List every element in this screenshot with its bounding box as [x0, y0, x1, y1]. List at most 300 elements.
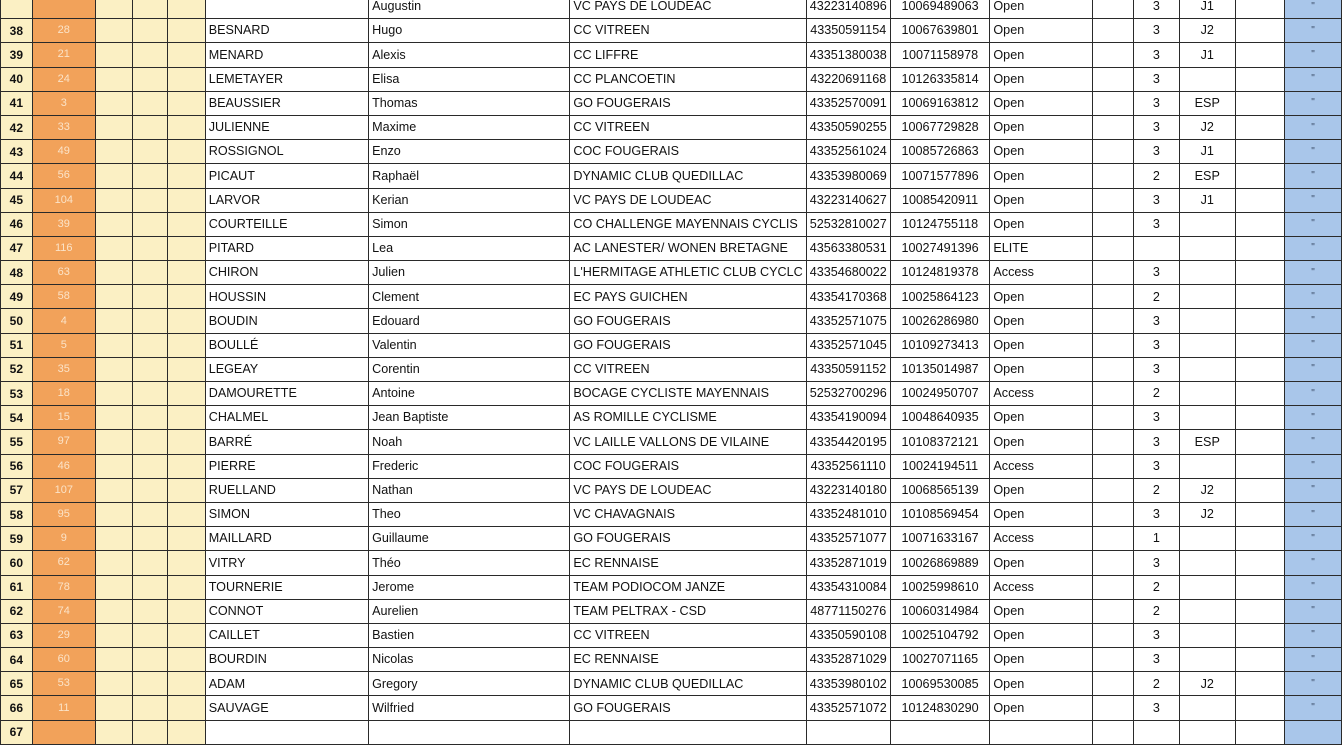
- empty-cell: [168, 67, 205, 91]
- first-name: Maxime: [369, 115, 570, 139]
- club-name: CC VITREEN: [570, 357, 806, 381]
- license-number: 43350590255: [806, 115, 890, 139]
- club-name: CO CHALLENGE MAYENNAIS CYCLIS: [570, 212, 806, 236]
- uci-id: 10069489063: [890, 0, 990, 19]
- empty-cell: [95, 454, 132, 478]
- empty-cell: [133, 0, 168, 19]
- category: Open: [990, 43, 1093, 67]
- row-number: 45: [1, 188, 33, 212]
- empty-cell: [1235, 623, 1284, 647]
- club-name: VC PAYS DE LOUDEAC: [570, 188, 806, 212]
- age-category: [1179, 599, 1235, 623]
- last-name: COURTEILLE: [205, 212, 368, 236]
- last-name: HOUSSIN: [205, 285, 368, 309]
- club-name: GO FOUGERAIS: [570, 91, 806, 115]
- row-number: 49: [1, 285, 33, 309]
- uci-id: 10027491396: [890, 236, 990, 260]
- empty-cell: [1093, 261, 1134, 285]
- first-name: Theo: [369, 502, 570, 526]
- table-row: [1, 43, 1342, 67]
- empty-cell: [1235, 115, 1284, 139]
- empty-cell: [95, 91, 132, 115]
- first-name: Corentin: [369, 357, 570, 381]
- last-name: PICAUT: [205, 164, 368, 188]
- table-row: [1, 648, 1342, 672]
- status-mark: ": [1284, 236, 1341, 260]
- empty-cell: [1235, 236, 1284, 260]
- status-mark: ": [1284, 43, 1341, 67]
- level: 3: [1134, 188, 1179, 212]
- last-name: LEMETAYER: [205, 67, 368, 91]
- license-number: [806, 720, 890, 744]
- row-number: 59: [1, 527, 33, 551]
- empty-cell: [133, 623, 168, 647]
- status-mark: ": [1284, 188, 1341, 212]
- bib-number: 18: [32, 382, 95, 406]
- empty-cell: [95, 0, 132, 19]
- status-mark: ": [1284, 502, 1341, 526]
- empty-cell: [95, 188, 132, 212]
- empty-cell: [1093, 236, 1134, 260]
- row-number: 40: [1, 67, 33, 91]
- age-category: [1179, 236, 1235, 260]
- empty-cell: [1093, 140, 1134, 164]
- uci-id: 10071633167: [890, 527, 990, 551]
- level: 2: [1134, 285, 1179, 309]
- empty-cell: [1235, 212, 1284, 236]
- row-number: 48: [1, 261, 33, 285]
- age-category: [1179, 67, 1235, 91]
- club-name: CC PLANCOETIN: [570, 67, 806, 91]
- first-name: Nathan: [369, 478, 570, 502]
- table-row: [1, 357, 1342, 381]
- row-number: [1, 0, 33, 19]
- empty-cell: [95, 648, 132, 672]
- empty-cell: [133, 648, 168, 672]
- status-mark: ": [1284, 599, 1341, 623]
- empty-cell: [95, 212, 132, 236]
- empty-cell: [133, 551, 168, 575]
- empty-cell: [168, 43, 205, 67]
- uci-id: 10124830290: [890, 696, 990, 720]
- uci-id: 10067639801: [890, 19, 990, 43]
- uci-id: 10025864123: [890, 285, 990, 309]
- uci-id: 10060314984: [890, 599, 990, 623]
- club-name: DYNAMIC CLUB QUEDILLAC: [570, 672, 806, 696]
- table-row: [1, 720, 1342, 744]
- uci-id: 10085726863: [890, 140, 990, 164]
- empty-cell: [133, 599, 168, 623]
- last-name: CHIRON: [205, 261, 368, 285]
- age-category: [1179, 575, 1235, 599]
- status-mark: ": [1284, 164, 1341, 188]
- uci-id: 10025998610: [890, 575, 990, 599]
- age-category: J2: [1179, 19, 1235, 43]
- row-number: 62: [1, 599, 33, 623]
- empty-cell: [95, 551, 132, 575]
- bib-number: 56: [32, 164, 95, 188]
- license-number: 43352570091: [806, 91, 890, 115]
- status-mark: ": [1284, 261, 1341, 285]
- empty-cell: [1093, 115, 1134, 139]
- bib-number: [32, 0, 95, 19]
- age-category: J1: [1179, 0, 1235, 19]
- empty-cell: [133, 357, 168, 381]
- level: 2: [1134, 164, 1179, 188]
- category: [990, 720, 1093, 744]
- empty-cell: [133, 67, 168, 91]
- category: Open: [990, 430, 1093, 454]
- age-category: [1179, 623, 1235, 647]
- level: 3: [1134, 212, 1179, 236]
- first-name: Jean Baptiste: [369, 406, 570, 430]
- last-name: VITRY: [205, 551, 368, 575]
- bib-number: 78: [32, 575, 95, 599]
- status-mark: ": [1284, 309, 1341, 333]
- last-name: BESNARD: [205, 19, 368, 43]
- empty-cell: [1093, 527, 1134, 551]
- club-name: CC VITREEN: [570, 115, 806, 139]
- category: Open: [990, 91, 1093, 115]
- level: 3: [1134, 406, 1179, 430]
- last-name: BOURDIN: [205, 648, 368, 672]
- bib-number: 116: [32, 236, 95, 260]
- level: 3: [1134, 309, 1179, 333]
- category: Open: [990, 164, 1093, 188]
- empty-cell: [95, 357, 132, 381]
- club-name: AC LANESTER/ WONEN BRETAGNE: [570, 236, 806, 260]
- empty-cell: [95, 430, 132, 454]
- age-category: ESP: [1179, 430, 1235, 454]
- empty-cell: [1235, 672, 1284, 696]
- last-name: PIERRE: [205, 454, 368, 478]
- club-name: GO FOUGERAIS: [570, 333, 806, 357]
- club-name: EC RENNAISE: [570, 648, 806, 672]
- age-category: [1179, 285, 1235, 309]
- first-name: Alexis: [369, 43, 570, 67]
- empty-cell: [1093, 19, 1134, 43]
- empty-cell: [168, 575, 205, 599]
- table-row: [1, 454, 1342, 478]
- uci-id: 10085420911: [890, 188, 990, 212]
- bib-number: 5: [32, 333, 95, 357]
- age-category: J1: [1179, 43, 1235, 67]
- first-name: Enzo: [369, 140, 570, 164]
- first-name: Jerome: [369, 575, 570, 599]
- empty-cell: [168, 188, 205, 212]
- club-name: DYNAMIC CLUB QUEDILLAC: [570, 164, 806, 188]
- status-mark: ": [1284, 115, 1341, 139]
- club-name: COC FOUGERAIS: [570, 140, 806, 164]
- club-name: EC RENNAISE: [570, 551, 806, 575]
- level: 3: [1134, 0, 1179, 19]
- bib-number: [32, 720, 95, 744]
- age-category: [1179, 212, 1235, 236]
- age-category: [1179, 261, 1235, 285]
- table-row: [1, 0, 1342, 19]
- empty-cell: [95, 236, 132, 260]
- level: 3: [1134, 502, 1179, 526]
- level: 2: [1134, 599, 1179, 623]
- empty-cell: [1235, 696, 1284, 720]
- license-number: 43350591152: [806, 357, 890, 381]
- table-row: [1, 599, 1342, 623]
- last-name: TOURNERIE: [205, 575, 368, 599]
- empty-cell: [168, 0, 205, 19]
- license-number: 43352571072: [806, 696, 890, 720]
- age-category: [1179, 648, 1235, 672]
- row-number: 60: [1, 551, 33, 575]
- empty-cell: [1093, 382, 1134, 406]
- table-row: [1, 19, 1342, 43]
- license-number: 43223140896: [806, 0, 890, 19]
- first-name: Noah: [369, 430, 570, 454]
- category: Open: [990, 672, 1093, 696]
- age-category: [1179, 454, 1235, 478]
- license-number: 43352481010: [806, 502, 890, 526]
- first-name: Hugo: [369, 19, 570, 43]
- uci-id: 10067729828: [890, 115, 990, 139]
- category: Open: [990, 115, 1093, 139]
- bib-number: 60: [32, 648, 95, 672]
- empty-cell: [1235, 454, 1284, 478]
- bib-number: 95: [32, 502, 95, 526]
- status-mark: ": [1284, 67, 1341, 91]
- empty-cell: [1235, 188, 1284, 212]
- empty-cell: [168, 430, 205, 454]
- level: 3: [1134, 551, 1179, 575]
- status-mark: ": [1284, 672, 1341, 696]
- empty-cell: [1235, 502, 1284, 526]
- level: 3: [1134, 140, 1179, 164]
- empty-cell: [1235, 357, 1284, 381]
- club-name: VC CHAVAGNAIS: [570, 502, 806, 526]
- first-name: Kerian: [369, 188, 570, 212]
- empty-cell: [168, 261, 205, 285]
- empty-cell: [1093, 599, 1134, 623]
- empty-cell: [1235, 91, 1284, 115]
- empty-cell: [133, 720, 168, 744]
- last-name: CHALMEL: [205, 406, 368, 430]
- first-name: Wilfried: [369, 696, 570, 720]
- empty-cell: [1235, 382, 1284, 406]
- empty-cell: [168, 236, 205, 260]
- table-row: [1, 91, 1342, 115]
- last-name: CAILLET: [205, 623, 368, 647]
- bib-number: 28: [32, 19, 95, 43]
- last-name: ROSSIGNOL: [205, 140, 368, 164]
- empty-cell: [168, 599, 205, 623]
- age-category: [1179, 720, 1235, 744]
- empty-cell: [1235, 309, 1284, 333]
- empty-cell: [133, 382, 168, 406]
- empty-cell: [95, 575, 132, 599]
- bib-number: 39: [32, 212, 95, 236]
- table-row: [1, 527, 1342, 551]
- license-number: 43220691168: [806, 67, 890, 91]
- empty-cell: [1093, 91, 1134, 115]
- row-number: 46: [1, 212, 33, 236]
- bib-number: 33: [32, 115, 95, 139]
- category: Open: [990, 696, 1093, 720]
- row-number: 63: [1, 623, 33, 647]
- uci-id: 10135014987: [890, 357, 990, 381]
- empty-cell: [168, 115, 205, 139]
- last-name: MAILLARD: [205, 527, 368, 551]
- empty-cell: [95, 599, 132, 623]
- bib-number: 21: [32, 43, 95, 67]
- last-name: CONNOT: [205, 599, 368, 623]
- last-name: MENARD: [205, 43, 368, 67]
- status-mark: ": [1284, 430, 1341, 454]
- license-number: 43563380531: [806, 236, 890, 260]
- table-row: [1, 115, 1342, 139]
- status-mark: ": [1284, 623, 1341, 647]
- license-number: 43352571075: [806, 309, 890, 333]
- uci-id: 10024950707: [890, 382, 990, 406]
- empty-cell: [1235, 0, 1284, 19]
- level: 2: [1134, 478, 1179, 502]
- empty-cell: [1093, 430, 1134, 454]
- uci-id: 10027071165: [890, 648, 990, 672]
- category: Access: [990, 527, 1093, 551]
- empty-cell: [1235, 720, 1284, 744]
- bib-number: 29: [32, 623, 95, 647]
- first-name: Théo: [369, 551, 570, 575]
- license-number: 43352871019: [806, 551, 890, 575]
- first-name: Elisa: [369, 67, 570, 91]
- empty-cell: [1093, 333, 1134, 357]
- bib-number: 58: [32, 285, 95, 309]
- license-number: 43351380038: [806, 43, 890, 67]
- license-number: 43354420195: [806, 430, 890, 454]
- status-mark: ": [1284, 527, 1341, 551]
- first-name: Gregory: [369, 672, 570, 696]
- empty-cell: [95, 478, 132, 502]
- empty-cell: [1093, 696, 1134, 720]
- empty-cell: [1093, 478, 1134, 502]
- status-mark: ": [1284, 696, 1341, 720]
- license-number: 43354310084: [806, 575, 890, 599]
- empty-cell: [95, 285, 132, 309]
- empty-cell: [1093, 285, 1134, 309]
- last-name: SIMON: [205, 502, 368, 526]
- category: Open: [990, 478, 1093, 502]
- empty-cell: [133, 285, 168, 309]
- club-name: BOCAGE CYCLISTE MAYENNAIS: [570, 382, 806, 406]
- club-name: GO FOUGERAIS: [570, 309, 806, 333]
- category: Open: [990, 67, 1093, 91]
- empty-cell: [1093, 454, 1134, 478]
- category: Open: [990, 599, 1093, 623]
- level: 3: [1134, 454, 1179, 478]
- age-category: J2: [1179, 672, 1235, 696]
- empty-cell: [1235, 67, 1284, 91]
- empty-cell: [1235, 43, 1284, 67]
- empty-cell: [168, 672, 205, 696]
- level: 3: [1134, 648, 1179, 672]
- last-name: JULIENNE: [205, 115, 368, 139]
- empty-cell: [168, 478, 205, 502]
- empty-cell: [168, 648, 205, 672]
- empty-cell: [168, 212, 205, 236]
- empty-cell: [133, 333, 168, 357]
- empty-cell: [1235, 551, 1284, 575]
- first-name: Valentin: [369, 333, 570, 357]
- license-number: 43352571077: [806, 527, 890, 551]
- age-category: [1179, 382, 1235, 406]
- empty-cell: [1093, 309, 1134, 333]
- bib-number: 11: [32, 696, 95, 720]
- uci-id: 10048640935: [890, 406, 990, 430]
- first-name: Augustin: [369, 0, 570, 19]
- club-name: CC LIFFRE: [570, 43, 806, 67]
- first-name: Antoine: [369, 382, 570, 406]
- level: 3: [1134, 357, 1179, 381]
- license-number: 43350590108: [806, 623, 890, 647]
- empty-cell: [168, 382, 205, 406]
- category: Open: [990, 309, 1093, 333]
- category: Open: [990, 19, 1093, 43]
- empty-cell: [133, 236, 168, 260]
- license-number: 43354170368: [806, 285, 890, 309]
- empty-cell: [168, 696, 205, 720]
- empty-cell: [1093, 575, 1134, 599]
- category: Access: [990, 575, 1093, 599]
- bib-number: 46: [32, 454, 95, 478]
- empty-cell: [168, 140, 205, 164]
- age-category: [1179, 309, 1235, 333]
- empty-cell: [168, 406, 205, 430]
- empty-cell: [1093, 43, 1134, 67]
- age-category: ESP: [1179, 164, 1235, 188]
- table-row: [1, 672, 1342, 696]
- empty-cell: [168, 333, 205, 357]
- uci-id: 10126335814: [890, 67, 990, 91]
- bib-number: 15: [32, 406, 95, 430]
- category: Access: [990, 261, 1093, 285]
- empty-cell: [133, 261, 168, 285]
- age-category: J2: [1179, 502, 1235, 526]
- club-name: AS ROMILLE CYCLISME: [570, 406, 806, 430]
- row-number: 51: [1, 333, 33, 357]
- row-number: 47: [1, 236, 33, 260]
- category: Open: [990, 648, 1093, 672]
- bib-number: 35: [32, 357, 95, 381]
- club-name: L'HERMITAGE ATHLETIC CLUB CYCLC: [570, 261, 806, 285]
- category: Open: [990, 551, 1093, 575]
- uci-id: 10026869889: [890, 551, 990, 575]
- last-name: LEGEAY: [205, 357, 368, 381]
- empty-cell: [133, 672, 168, 696]
- uci-id: 10068565139: [890, 478, 990, 502]
- empty-cell: [1235, 285, 1284, 309]
- first-name: Thomas: [369, 91, 570, 115]
- table-row: [1, 188, 1342, 212]
- table-row: [1, 309, 1342, 333]
- license-number: 43353980069: [806, 164, 890, 188]
- level: 2: [1134, 575, 1179, 599]
- age-category: [1179, 551, 1235, 575]
- level: [1134, 720, 1179, 744]
- uci-id: 10109273413: [890, 333, 990, 357]
- category: Open: [990, 188, 1093, 212]
- first-name: Edouard: [369, 309, 570, 333]
- row-number: 50: [1, 309, 33, 333]
- level: 3: [1134, 696, 1179, 720]
- empty-cell: [1093, 623, 1134, 647]
- age-category: [1179, 527, 1235, 551]
